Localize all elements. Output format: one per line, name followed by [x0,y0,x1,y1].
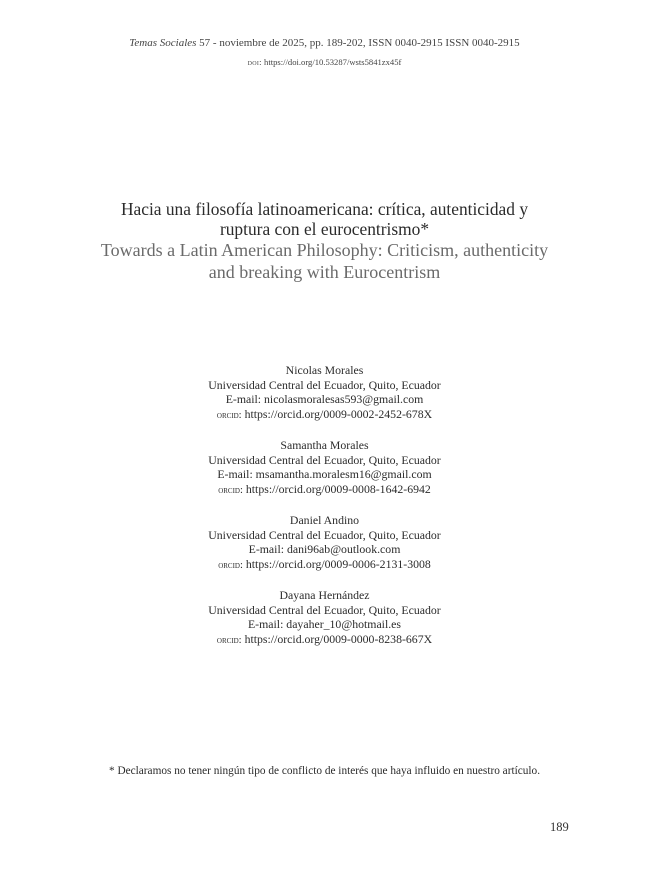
issue-info: 57 - noviembre de 2025, pp. 189-202, ISSN 0040-2915 ISSN 0040-2915 [196,37,520,49]
footnote: * Declaramos no tener ningún tipo de conflicto de interés que haya influido en nuestro artículo. [108,765,541,777]
doi-line [0,57,649,67]
author-name: Dayana Hernández [279,587,370,602]
running-header [0,37,649,49]
doi-label: doi: [247,57,262,67]
orcid-url[interactable]: https://orcid.org/0009-0000-8238-667X [241,631,433,646]
orcid-url[interactable]: https://orcid.org/0009-0002-2452-678X [241,406,433,421]
title-es-line1: Hacia una filosofía latinoamericana: crítica, autenticidad y [120,199,529,219]
title-es-line2: ruptura con el eurocentrismo* [219,219,430,239]
author-orcid [0,482,649,499]
author-orcid [0,407,649,424]
author-name: Nicolas Morales [285,363,364,377]
author-name: Daniel Andino [289,512,360,527]
author-affiliation: Universidad Central del Ecuador, Quito, Ecuador [208,377,441,392]
orcid-label: orcid: [218,559,243,571]
author-block [0,438,649,498]
title-en-line2: and breaking with Eurocentrism [208,262,441,282]
journal-name: Temas Sociales [129,37,197,49]
orcid-label: orcid: [218,484,243,496]
author-affiliation: Universidad Central del Ecuador, Quito, Ecuador [208,527,441,542]
author-block [0,588,649,648]
author-affiliation: Universidad Central del Ecuador, Quito, Ecuador [208,452,441,467]
author-block [0,513,649,573]
author-affiliation: Universidad Central del Ecuador, Quito, Ecuador [208,602,441,617]
title-en-line1: Towards a Latin American Philosophy: Criticism, authenticity [100,240,549,260]
page-number: 189 [550,820,569,834]
title-spanish [0,199,649,239]
author-email[interactable]: E-mail: dayaher_10@hotmail.es [247,617,402,632]
orcid-url[interactable]: https://orcid.org/0009-0008-1642-6942 [242,481,431,496]
orcid-label: orcid: [216,409,242,421]
author-email[interactable]: E-mail: dani96ab@outlook.com [248,542,401,557]
author-block [0,363,649,423]
doi-url[interactable]: https://doi.org/10.53287/wsts5841zx45f [261,57,402,67]
author-orcid [0,632,649,649]
orcid-label: orcid: [216,634,242,646]
author-orcid [0,557,649,574]
title-english [0,239,649,283]
author-email[interactable]: E-mail: nicolasmoralesas593@gmail.com [225,392,424,407]
orcid-url[interactable]: https://orcid.org/0009-0006-2131-3008 [242,556,431,571]
author-email[interactable]: E-mail: msamantha.moralesm16@gmail.com [217,467,432,482]
author-name: Samantha Morales [280,437,369,452]
author-list [0,363,649,663]
